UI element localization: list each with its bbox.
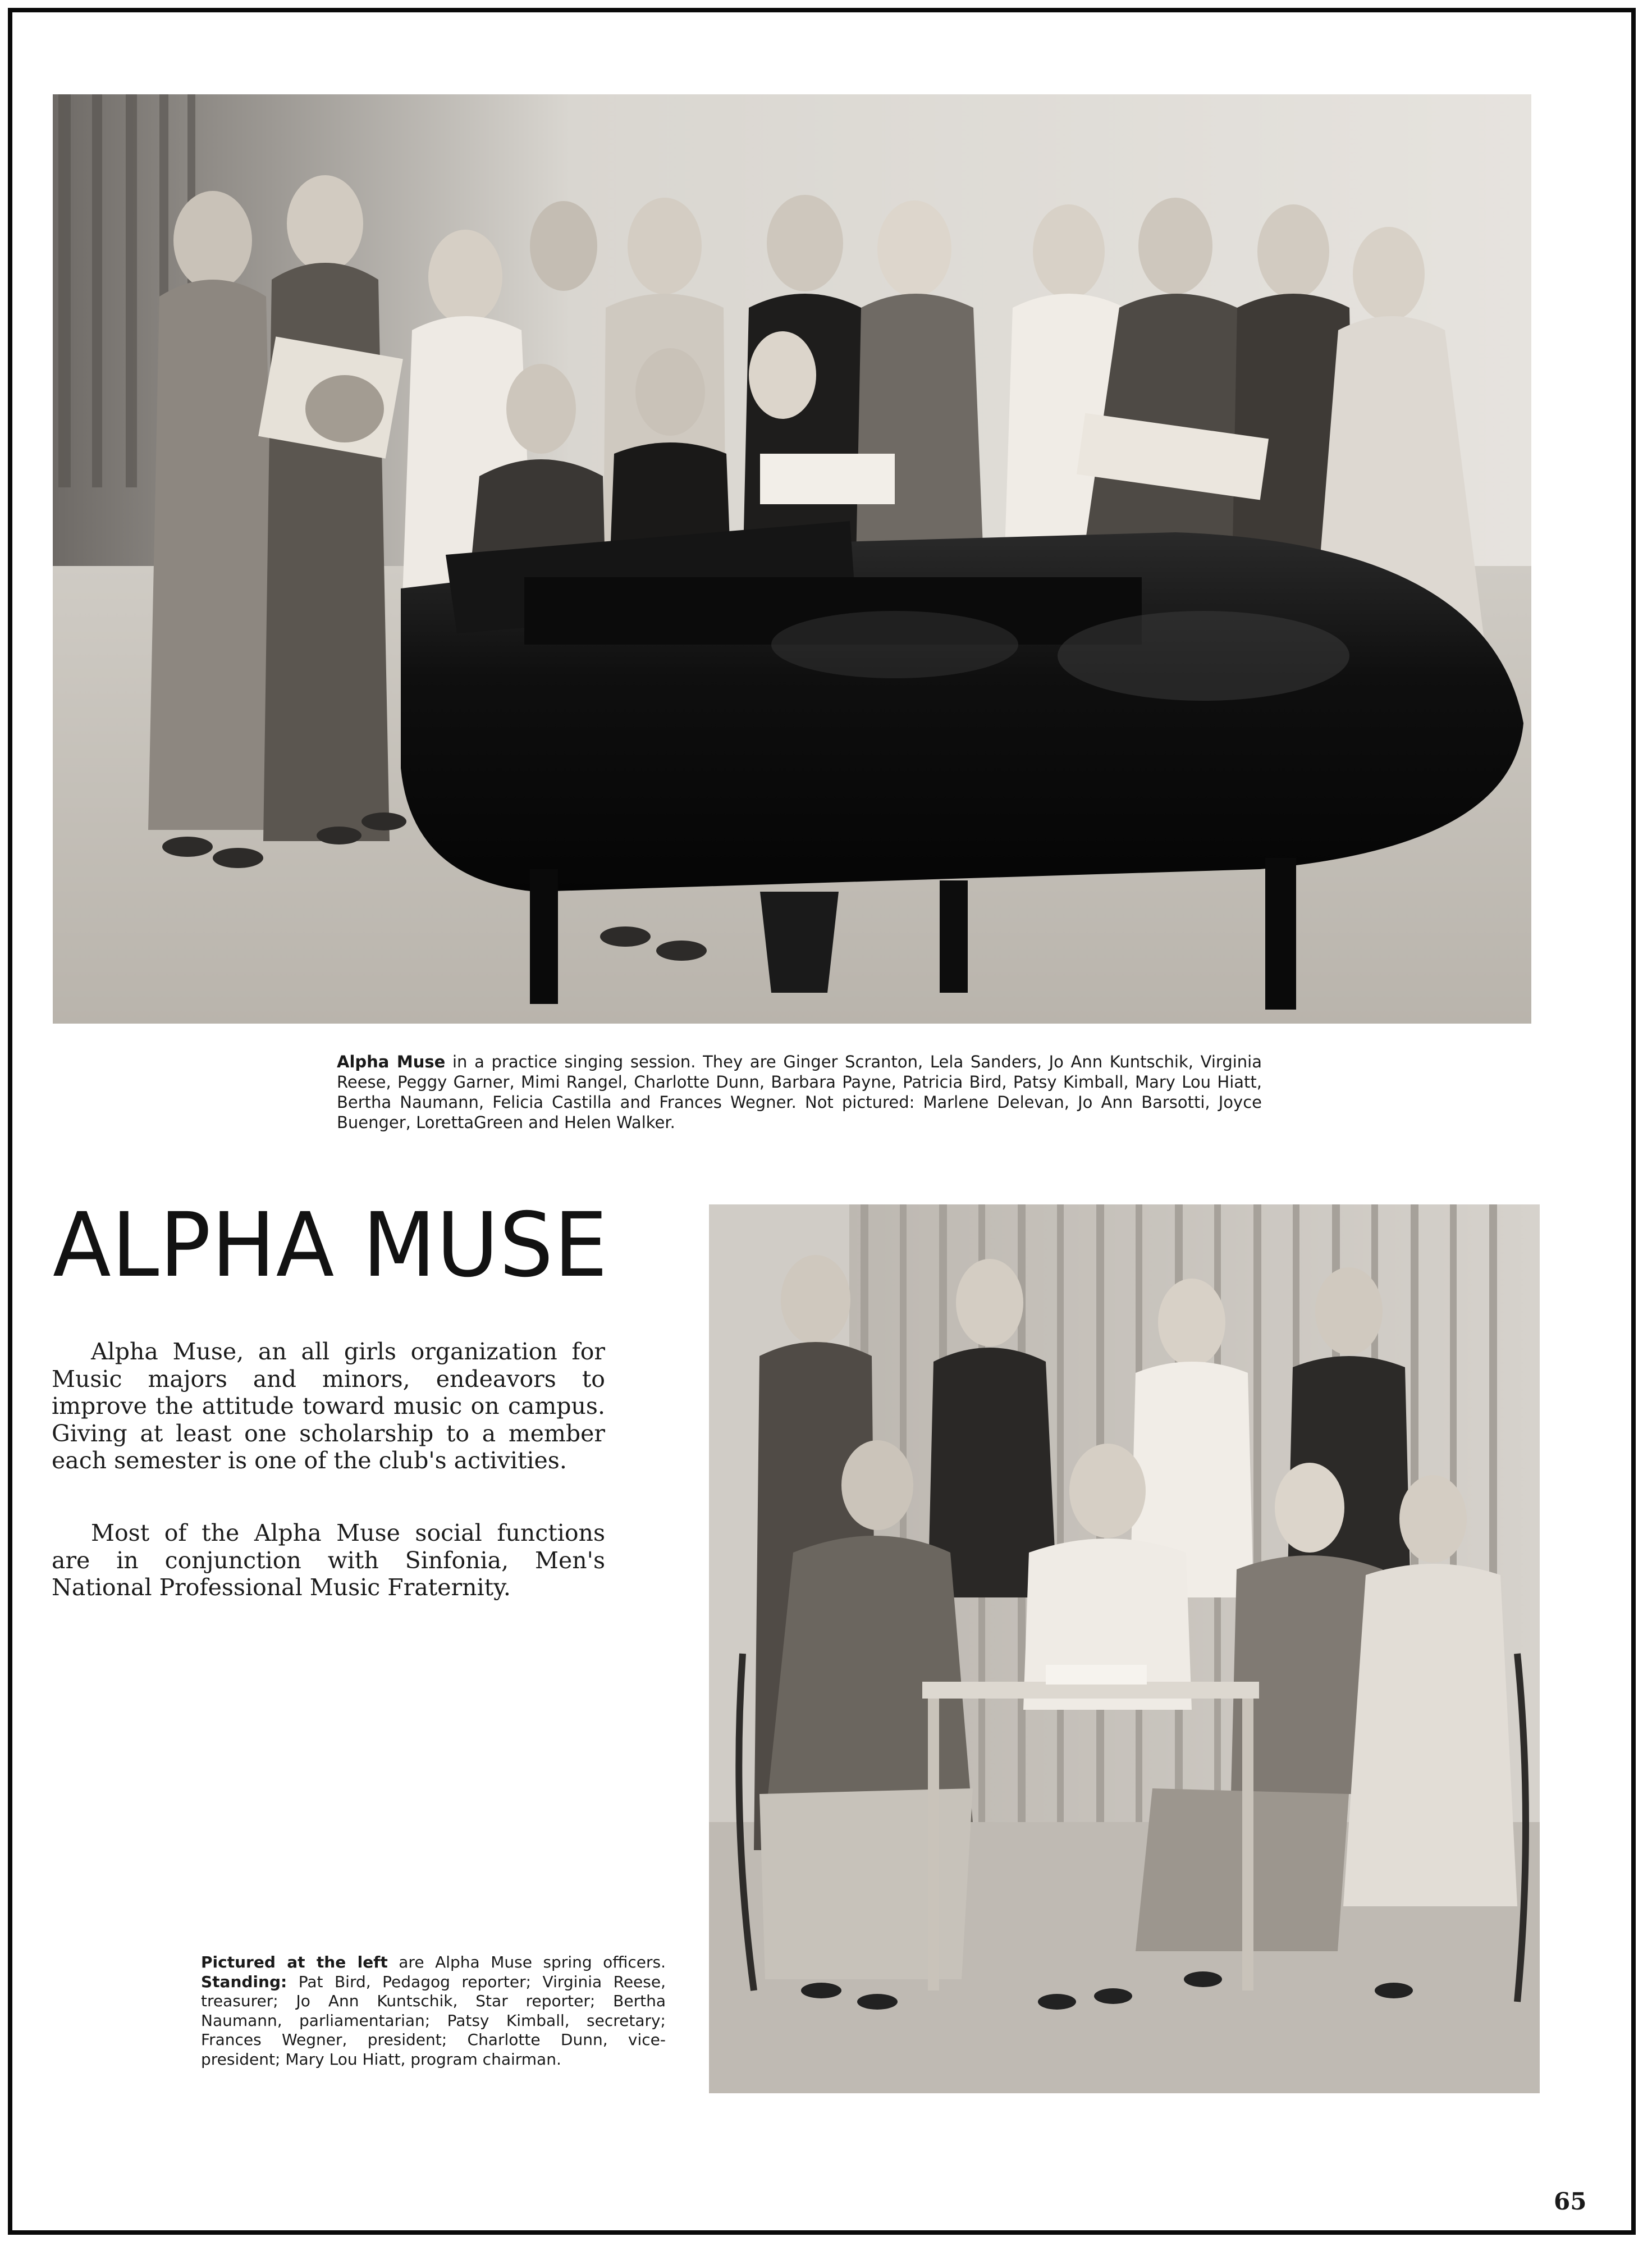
body-paragraph-1: Alpha Muse, an all girls organization for Music majors and minors, endeavors to improve the attitude toward music on campus. Giving at least one scholarship to a member each semester is one of the club's activities. — [52, 1338, 605, 1474]
photo-officers-at-table — [709, 1204, 1540, 2093]
photo-choir-at-piano — [53, 94, 1531, 1024]
caption-top-lead: Alpha Muse — [337, 1052, 446, 1071]
photo-icon — [53, 94, 1531, 1024]
page-number: 65 — [1554, 2188, 1587, 2215]
caption-bottom — [201, 1953, 666, 2069]
body-paragraph-2: Most of the Alpha Muse social functions are in conjunction with Sinfonia, Men's National Professional Music Fraternity. — [52, 1519, 605, 1601]
photo-icon — [709, 1204, 1540, 2093]
caption-bottom-text-2: Pat Bird, Pedagog reporter; Virginia Reese, treasurer; Jo Ann Kuntschik, Star reporter; Bertha Naumann, parliamentarian; Patsy Kimball, secretary; Frances Wegner, president; Charlotte Dunn, vice-president; Mary Lou Hiatt, program chairman. — [201, 1972, 666, 2069]
caption-bottom-lead-1: Pictured at the left — [201, 1953, 388, 1971]
caption-bottom-lead-2: Standing: — [201, 1972, 287, 1991]
caption-top-text: in a practice singing session. They are Ginger Scranton, Lela Sanders, Jo Ann Kuntschik, Virginia Reese, Peggy Garner, Mimi Rangel, Charlotte Dunn, Barbara Payne, Patricia Bird, Patsy Kimball, Mary Lou Hiatt, Bertha Naumann, Felicia Castilla and Frances Wegner. Not pictured: Marlene Delevan, Jo Ann Barsotti, Joyce Buenger, LorettaGreen and Helen Walker. — [337, 1052, 1262, 1132]
caption-top — [337, 1052, 1262, 1133]
page-title: ALPHA MUSE — [53, 1194, 608, 1297]
caption-bottom-text-1: are Alpha Muse spring officers. — [387, 1953, 666, 1971]
